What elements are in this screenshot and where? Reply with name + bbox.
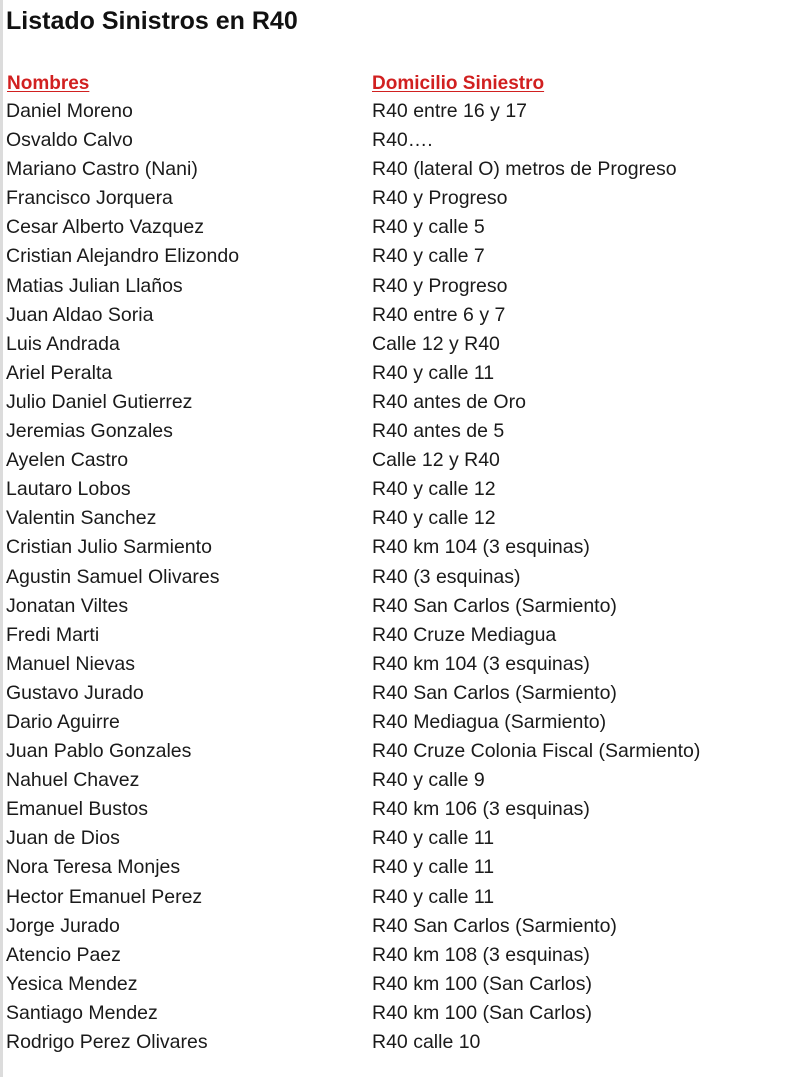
victim-name: Nora Teresa Monjes: [6, 856, 181, 879]
victim-name: Juan de Dios: [6, 827, 120, 850]
victim-name: Ariel Peralta: [6, 361, 113, 384]
victim-name: Juan Pablo Gonzales: [6, 740, 192, 763]
incident-location: R40 y calle 12: [372, 507, 496, 530]
list-item: [6, 184, 786, 213]
incident-location: Calle 12 y R40: [372, 332, 500, 355]
incident-location: R40 Cruze Mediagua: [372, 623, 557, 646]
incident-location: R40 y calle 11: [372, 885, 495, 908]
incident-location: R40 antes de Oro: [372, 390, 526, 413]
victim-name: Jonatan Viltes: [6, 594, 129, 617]
list-item: [6, 766, 786, 795]
victim-name: Nahuel Chavez: [6, 769, 140, 792]
victim-name: Daniel Moreno: [6, 100, 133, 122]
list-item: [6, 388, 786, 417]
victim-name: Dario Aguirre: [6, 710, 120, 733]
incident-location: R40 y calle 12: [372, 478, 496, 501]
incident-location: R40 y Progreso: [372, 187, 508, 210]
incident-location: R40 San Carlos (Sarmiento): [372, 914, 617, 937]
incident-location: R40 y calle 11: [372, 361, 495, 384]
list-item: [6, 795, 786, 824]
victim-name: Atencio Paez: [6, 943, 121, 966]
victim-name: Cesar Alberto Vazquez: [6, 216, 204, 239]
victim-name: Osvaldo Calvo: [6, 129, 133, 152]
incident-location: R40 (3 esquinas): [372, 565, 521, 588]
list-item: [6, 475, 786, 504]
incident-location: R40 Mediagua (Sarmiento): [372, 710, 607, 733]
list-item: [6, 737, 786, 766]
list-item: [6, 417, 786, 446]
incident-location: R40 km 104 (3 esquinas): [372, 536, 590, 559]
incident-location: R40 km 104 (3 esquinas): [372, 652, 590, 675]
list-item: [6, 155, 786, 184]
incident-location: R40 km 100 (San Carlos): [372, 972, 593, 995]
list-item: [6, 883, 786, 912]
list-item: [6, 999, 786, 1028]
list-item: [6, 330, 786, 359]
list-item: [6, 242, 786, 271]
header-address: Domicilio Siniestro: [372, 73, 545, 94]
list-item: [6, 446, 786, 475]
victim-name: Lautaro Lobos: [6, 478, 131, 501]
incident-location: R40 km 108 (3 esquinas): [372, 943, 590, 966]
page-left-border: [0, 0, 3, 1077]
victim-name: Emanuel Bustos: [6, 798, 148, 821]
victim-name: Yesica Mendez: [6, 972, 138, 995]
list-item: [6, 272, 786, 301]
victim-name: Jeremias Gonzales: [6, 420, 173, 443]
victim-name: Juan Aldao Soria: [6, 303, 154, 326]
list-item: [6, 504, 786, 533]
incident-location: R40 km 100 (San Carlos): [372, 1001, 593, 1024]
list-item: [6, 970, 786, 999]
victim-name: Rodrigo Perez Olivares: [6, 1031, 208, 1053]
list-item: [6, 621, 786, 650]
list-item: [6, 126, 786, 155]
victim-name: Cristian Alejandro Elizondo: [6, 245, 240, 268]
incident-location: R40 calle 10: [372, 1031, 481, 1053]
victim-name: Ayelen Castro: [6, 449, 129, 472]
victim-name: Agustin Samuel Olivares: [6, 565, 220, 588]
list-item: [6, 592, 786, 621]
list-item: [6, 359, 786, 388]
victim-name: Francisco Jorquera: [6, 187, 173, 210]
victim-name: Santiago Mendez: [6, 1001, 158, 1024]
victim-name: Matias Julian Llaños: [6, 274, 183, 297]
victim-name: Fredi Marti: [6, 623, 100, 646]
victim-name: Mariano Castro (Nani): [6, 158, 198, 181]
incident-location: R40 y calle 9: [372, 769, 485, 792]
list-item: [6, 1028, 786, 1057]
incident-location: Calle 12 y R40: [372, 449, 500, 472]
list-item: [6, 824, 786, 853]
victim-name: Luis Andrada: [6, 332, 120, 355]
list-item: [6, 213, 786, 242]
victim-name: Jorge Jurado: [6, 914, 120, 937]
incident-location: R40 y calle 11: [372, 856, 495, 879]
list-item: [6, 853, 786, 882]
list-item: [6, 563, 786, 592]
incident-location: R40 y calle 5: [372, 216, 485, 239]
incident-location: R40 San Carlos (Sarmiento): [372, 594, 617, 617]
victim-name: Julio Daniel Gutierrez: [6, 390, 193, 413]
incident-location: R40 Cruze Colonia Fiscal (Sarmiento): [372, 740, 701, 763]
incident-location: R40 (lateral O) metros de Progreso: [372, 158, 677, 181]
incident-location: R40 y calle 11: [372, 827, 495, 850]
list-item: [6, 708, 786, 737]
incident-list: [6, 97, 786, 1057]
incident-location: R40 km 106 (3 esquinas): [372, 798, 590, 821]
list-item: [6, 941, 786, 970]
incident-location: R40 antes de 5: [372, 420, 505, 443]
victim-name: Manuel Nievas: [6, 652, 135, 675]
victim-name: Cristian Julio Sarmiento: [6, 536, 212, 559]
incident-location: R40 y Progreso: [372, 274, 508, 297]
list-item: [6, 301, 786, 330]
incident-location: R40 y calle 7: [372, 245, 485, 268]
header-names: Nombres: [7, 73, 90, 94]
list-item: [6, 97, 786, 126]
list-item: [6, 533, 786, 562]
incident-location: R40….: [372, 129, 433, 152]
victim-name: Hector Emanuel Perez: [6, 885, 203, 908]
list-item: [6, 912, 786, 941]
incident-location: R40 San Carlos (Sarmiento): [372, 681, 617, 704]
list-item: [6, 679, 786, 708]
document-title: Listado Sinistros en R40: [6, 7, 298, 35]
victim-name: Gustavo Jurado: [6, 681, 144, 704]
incident-location: R40 entre 16 y 17: [372, 100, 528, 122]
victim-name: Valentin Sanchez: [6, 507, 157, 530]
column-headers: [7, 70, 777, 98]
list-item: [6, 650, 786, 679]
incident-location: R40 entre 6 y 7: [372, 303, 506, 326]
